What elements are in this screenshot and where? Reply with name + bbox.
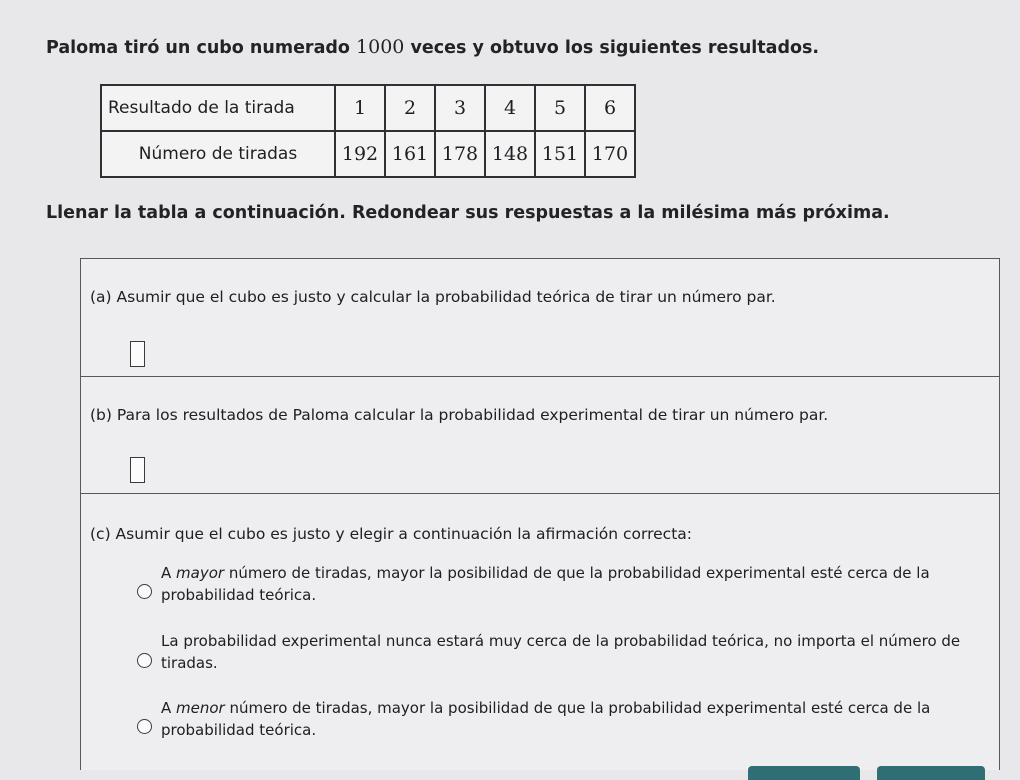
count-cell: 192 — [335, 131, 385, 177]
count-row — [101, 131, 635, 177]
outcome-row — [101, 85, 635, 131]
option-text-end: número de tiradas, mayor la posibilidad de que la probabilidad experimental esté cerca de la probabilidad teórica. — [161, 699, 931, 739]
count-cell: 148 — [485, 131, 535, 177]
radio-button[interactable] — [137, 584, 152, 599]
option-text: La probabilidad experimental nunca estará muy cerca de la probabilidad teórica, no importa el número de tiradas. — [161, 632, 961, 672]
intro-count: 1000 — [356, 36, 405, 58]
option-label — [161, 630, 981, 674]
outcome-cell: 5 — [535, 85, 585, 131]
answer-panel — [80, 258, 1000, 770]
radio-button[interactable] — [137, 719, 152, 734]
part-a-prompt: (a) Asumir que el cubo es justo y calcular la probabilidad teórica de tirar un número par. — [90, 288, 776, 306]
radio-button[interactable] — [137, 653, 152, 668]
option-text-start: A — [161, 699, 177, 717]
count-cell: 151 — [535, 131, 585, 177]
part-a-answer-input[interactable] — [130, 341, 145, 367]
count-cell: 170 — [585, 131, 635, 177]
intro-text-start: Paloma tiró un cubo numerado — [46, 38, 357, 58]
outcome-cell: 3 — [435, 85, 485, 131]
outcome-cell: 2 — [385, 85, 435, 131]
intro-text-end: veces y obtuvo los siguientes resultados. — [404, 38, 820, 58]
part-c-prompt: (c) Asumir que el cubo es justo y elegir a continuación la afirmación correcta: — [90, 525, 692, 543]
option-text-start: A — [161, 564, 177, 582]
count-row-header: Número de tiradas — [101, 131, 335, 177]
option-emphasis: menor — [176, 699, 225, 717]
option-text-end: número de tiradas, mayor la posibilidad de que la probabilidad experimental esté cerca de la probabilidad teórica. — [161, 564, 930, 604]
results-table — [100, 84, 636, 178]
count-cell: 161 — [385, 131, 435, 177]
action-button-right[interactable] — [877, 766, 985, 780]
count-cell: 178 — [435, 131, 485, 177]
part-c-section — [81, 494, 999, 771]
outcome-cell: 4 — [485, 85, 535, 131]
action-button-left[interactable] — [748, 766, 860, 780]
outcome-cell: 6 — [585, 85, 635, 131]
part-b-section — [81, 377, 999, 494]
part-b-prompt: (b) Para los resultados de Paloma calcular la probabilidad experimental de tirar un número par. — [90, 406, 829, 424]
part-b-answer-input[interactable] — [130, 457, 145, 483]
outcome-cell: 1 — [335, 85, 385, 131]
outcome-row-header: Resultado de la tirada — [101, 85, 335, 131]
option-label — [161, 697, 981, 741]
part-a-section — [81, 259, 999, 377]
option-emphasis: mayor — [176, 564, 225, 582]
option-label — [161, 562, 981, 606]
instructions: Llenar la tabla a continuación. Redondear sus respuestas a la milésima más próxima. — [46, 203, 890, 223]
problem-intro — [46, 36, 819, 58]
